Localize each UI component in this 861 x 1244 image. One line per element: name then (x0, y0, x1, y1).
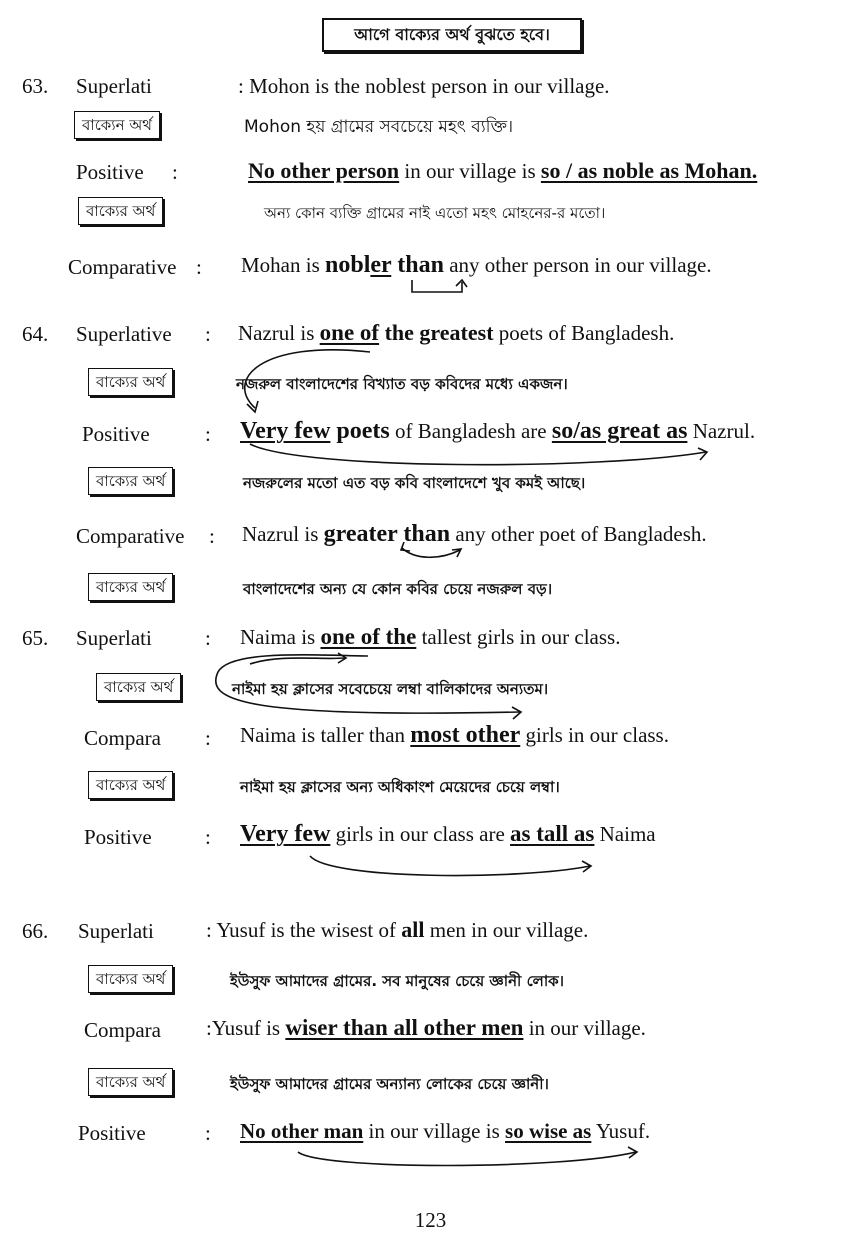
question-number: 64. (22, 322, 49, 346)
meaning-text: নাইমা হয় ক্লাসের সবেচেয়ে লম্বা বালিকাদের অন্যতম। (232, 680, 549, 698)
comparative-label: Comparative (76, 524, 185, 548)
meaning-box: বাক্যেন অর্থ (74, 111, 160, 139)
question-number: 63. (22, 74, 49, 98)
arrow-65c (310, 856, 590, 875)
meaning-text: বাংলাদেশের অন্য যে কোন কবির চেয়ে নজরুল বড়। (243, 580, 553, 598)
colon: : (205, 422, 211, 446)
meaning-box: বাক্যের অর্থ (88, 467, 173, 495)
positive-label: Positive (76, 160, 144, 184)
meaning-box: বাক্যের অর্থ (88, 368, 173, 396)
comparative-sentence: Mohan is nobler than any other person in our village. (241, 252, 712, 278)
meaning-text: নাইমা হয় ক্লাসের অন্য অধিকাংশ মেয়েদের চেয়ে লম্বা। (240, 778, 560, 796)
comparative-label: Comparative (68, 255, 177, 279)
comparative-label: Compara (84, 726, 161, 750)
comparative-sentence: :Yusuf is wiser than all other men in our village. (206, 1015, 646, 1040)
comparative-sentence: Nazrul is greater than any other poet of Bangladesh. (242, 521, 707, 547)
superlative-sentence: Naima is one of the tallest girls in our class. (240, 624, 621, 649)
meaning-box: বাক্যের অর্থ (88, 771, 173, 799)
meaning-box: বাক্যের অর্থ (88, 965, 173, 993)
comparative-label: Compara (84, 1018, 161, 1042)
positive-sentence: No other man in our village is so wise as Yusuf. (240, 1119, 651, 1143)
arrow-63 (412, 280, 462, 292)
superlative-label: Superlati (78, 919, 154, 943)
page-header-title: আগে বাক্যের অর্থ বুঝতে হবে। (322, 18, 582, 52)
meaning-text: ইউসুফ আমাদের গ্রামের অন্যান্য লোকের চেয়ে জ্ঞানী। (230, 1075, 549, 1093)
colon: : (205, 1121, 211, 1145)
comparative-sentence: Naima is taller than most other girls in our class. (240, 722, 669, 748)
question-number: 65. (22, 626, 49, 650)
page-number: 123 (414, 1208, 447, 1232)
meaning-box: বাক্যের অর্থ (88, 573, 173, 601)
superlative-sentence: : Mohon is the noblest person in our village. (238, 74, 610, 98)
colon: : (209, 524, 215, 548)
superlative-sentence: Nazrul is one of the greatest poets of Bangladesh. (238, 320, 675, 345)
positive-sentence: No other person in our village is so / as noble as Mohan. (248, 158, 758, 183)
positive-label: Positive (82, 422, 150, 446)
colon: : (205, 322, 211, 346)
meaning-text: নজরুলের মতো এত বড় কবি বাংলাদেশে খুব কমই আছে। (243, 474, 586, 492)
arrowhead-64c1 (401, 542, 410, 551)
arrow-64a (245, 350, 370, 408)
superlative-sentence: : Yusuf is the wisest of all men in our village. (206, 917, 589, 942)
arrowhead-65a (512, 707, 521, 719)
meaning-text: Mohon হয় গ্রামের সবচেয়ে মহৎ ব্যক্তি। (244, 117, 514, 137)
colon: : (205, 626, 211, 650)
arrow-65a (216, 655, 520, 713)
positive-sentence: Very few girls in our class are as tall as Naima (240, 821, 656, 847)
colon: : (172, 160, 178, 184)
arrow-64c (402, 548, 460, 557)
meaning-box: বাক্যের অর্থ (96, 673, 181, 701)
colon: : (205, 825, 211, 849)
meaning-text: নজরুল বাংলাদেশের বিখ্যাত বড় কবিদের মধ্যে একজন। (236, 375, 568, 393)
colon: : (196, 255, 202, 279)
arrow-64b (250, 444, 706, 465)
positive-label: Positive (78, 1121, 146, 1145)
superlative-label: Superlati (76, 74, 152, 98)
colon: : (205, 726, 211, 750)
meaning-text: অন্য কোন ব্যক্তি গ্রামের নাই এতো মহৎ মোহনের-র মতো। (264, 204, 606, 222)
question-number: 66. (22, 919, 49, 943)
meaning-text: ইউসুফ আমাদের গ্রামের. সব মানুষের চেয়ে জ্ঞানী লোক। (230, 972, 565, 990)
arrow-65b (250, 658, 345, 664)
positive-sentence: Very few poets of Bangladesh are so/as great as Nazrul. (240, 418, 756, 444)
arrowhead-64b (698, 448, 707, 460)
positive-label: Positive (84, 825, 152, 849)
meaning-box: বাক্যের অর্থ (78, 197, 163, 225)
superlative-label: Superlative (76, 322, 172, 346)
superlative-label: Superlati (76, 626, 152, 650)
arrow-66 (298, 1152, 636, 1166)
meaning-box: বাক্যের অর্থ (88, 1068, 173, 1096)
